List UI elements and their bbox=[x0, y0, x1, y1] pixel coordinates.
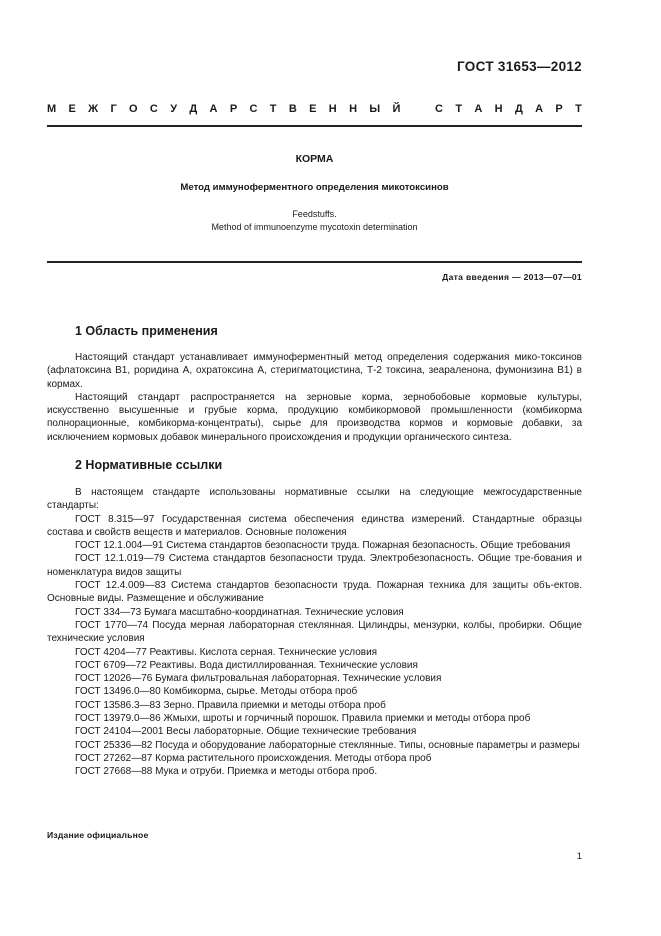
reference-item: ГОСТ 12026—76 Бумага фильтровальная лабораторная. Технические условия bbox=[75, 673, 442, 685]
page-number: 1 bbox=[576, 851, 582, 862]
standard-type-letter: Р bbox=[229, 103, 238, 115]
standard-type-letter: Г bbox=[110, 103, 117, 115]
title-rule bbox=[47, 261, 582, 263]
section-1-paragraph-1: Настоящий стандарт устанавливает иммуноферментный метод определения содержания мико-токсинов (афлатоксина В1, роридина А, охратоксина А, стеригматоцистина, Т-2 токсина, зеараленона, фумонизина В1) в кормах. bbox=[47, 352, 582, 390]
reference-item: ГОСТ 13586.3—83 Зерно. Правила приемки и методы отбора проб bbox=[75, 699, 386, 711]
standard-type-letter: Н bbox=[349, 103, 358, 115]
document-code: ГОСТ 31653—2012 bbox=[457, 59, 582, 74]
standard-type-letter: О bbox=[129, 103, 138, 115]
standard-type-letter: Т bbox=[269, 103, 277, 115]
section-2-heading: 2 Нормативные ссылки bbox=[75, 458, 223, 472]
reference-item: ГОСТ 12.1.019—79 Система стандартов безопасности труда. Электробезопасность. Общие тре-бования и номенклатура видов защиты bbox=[47, 553, 582, 578]
english-title bbox=[47, 208, 582, 234]
standard-type-letter: Н bbox=[328, 103, 337, 115]
standard-type-letter: В bbox=[288, 103, 297, 115]
standard-type-letter: Ы bbox=[369, 103, 381, 115]
reference-item: ГОСТ 24104—2001 Весы лабораторные. Общие технические требования bbox=[75, 726, 417, 738]
reference-item: ГОСТ 334—73 Бумага масштабно-координатная. Технические условия bbox=[75, 606, 404, 618]
standard-type-letter: С bbox=[149, 103, 158, 115]
standard-type-letter: Д bbox=[514, 103, 523, 115]
section-1-paragraph-2: Настоящий стандарт распространяется на зерновые корма, зернобобовые кормовые культуры, искусственно высушенные и грубые корма, продукцию комбикормовой промышленности (комбикорма полнорационные, комбикорма-концентраты), сырье для производства кормов и кормовые добавки, за исключением кормовых добавок минерального происхождения и продукции органического синтеза. bbox=[47, 391, 582, 443]
reference-item: ГОСТ 13496.0—80 Комбикорма, сырье. Методы отбора проб bbox=[75, 686, 358, 698]
reference-item: ГОСТ 4204—77 Реактивы. Кислота серная. Технические условия bbox=[75, 646, 378, 658]
references-list bbox=[47, 513, 582, 779]
edition-note: Издание официальное bbox=[47, 830, 149, 840]
document-subtitle: Метод иммуноферментного определения микотоксинов bbox=[180, 182, 449, 193]
standard-type-letter: А bbox=[535, 103, 544, 115]
reference-item: ГОСТ 12.4.009—83 Система стандартов безопасности труда. Пожарная техника для защиты объ-ектов. Основные виды. Размещение и обслуживание bbox=[47, 580, 582, 605]
reference-item: ГОСТ 27262—87 Корма растительного происхождения. Методы отбора проб bbox=[75, 752, 432, 764]
standard-type-letter: Н bbox=[494, 103, 503, 115]
standard-type-letter: Й bbox=[392, 103, 401, 115]
standard-type-letter: Е bbox=[68, 103, 76, 115]
standard-type-letter: Т bbox=[455, 103, 463, 115]
standard-type-letter: А bbox=[209, 103, 218, 115]
english-title-line-2: Method of immunoenzyme mycotoxin determination bbox=[211, 222, 418, 232]
standard-type-letter: С bbox=[249, 103, 258, 115]
top-rule bbox=[47, 125, 582, 127]
reference-item: ГОСТ 6709—72 Реактивы. Вода дистиллированная. Технические условия bbox=[75, 659, 418, 671]
reference-item: ГОСТ 13979.0—86 Жмыхи, шроты и горчичный порошок. Правила приемки и методы отбора проб bbox=[75, 713, 531, 725]
section-1-heading: 1 Область применения bbox=[75, 324, 218, 338]
standard-type-letter: Д bbox=[189, 103, 198, 115]
standard-type-letter: С bbox=[435, 103, 443, 115]
standard-type-letter: Т bbox=[575, 103, 582, 115]
introduction-date: Дата введения — 2013—07—01 bbox=[442, 272, 582, 282]
standard-type-letter: Е bbox=[309, 103, 317, 115]
reference-item: ГОСТ 27668—88 Мука и отруби. Приемка и методы отбора проб. bbox=[75, 766, 378, 778]
standard-type-letter: М bbox=[47, 103, 57, 115]
reference-item: ГОСТ 8.315—97 Государственная система обеспечения единства измерений. Стандартные образцы состава и свойств веществ и материалов. Основные положения bbox=[47, 513, 582, 538]
reference-item: ГОСТ 25336—82 Посуда и оборудование лабораторные стеклянные. Типы, основные параметры и размеры bbox=[75, 739, 580, 751]
standard-type-letter: У bbox=[170, 103, 178, 115]
section-2-body bbox=[47, 486, 582, 779]
standard-type-letter: Р bbox=[555, 103, 563, 115]
standard-type-heading bbox=[47, 103, 582, 115]
section-1-body bbox=[47, 351, 582, 444]
section-2-intro: В настоящем стандарте использованы нормативные ссылки на следующие межгосударственные стандарты: bbox=[47, 487, 582, 512]
standard-type-letter: А bbox=[474, 103, 483, 115]
reference-item: ГОСТ 1770—74 Посуда мерная лабораторная стеклянная. Цилиндры, мензурки, колбы, пробирки. Общие технические условия bbox=[47, 619, 582, 645]
standard-type-letter: Ж bbox=[88, 103, 99, 115]
document-title: КОРМА bbox=[295, 153, 334, 165]
reference-item: ГОСТ 12.1.004—91 Система стандартов безопасности труда. Пожарная безопасность. Общие требования bbox=[75, 540, 571, 552]
english-title-line-1: Feedstuffs. bbox=[292, 209, 337, 219]
standard-type-gap bbox=[413, 103, 423, 115]
